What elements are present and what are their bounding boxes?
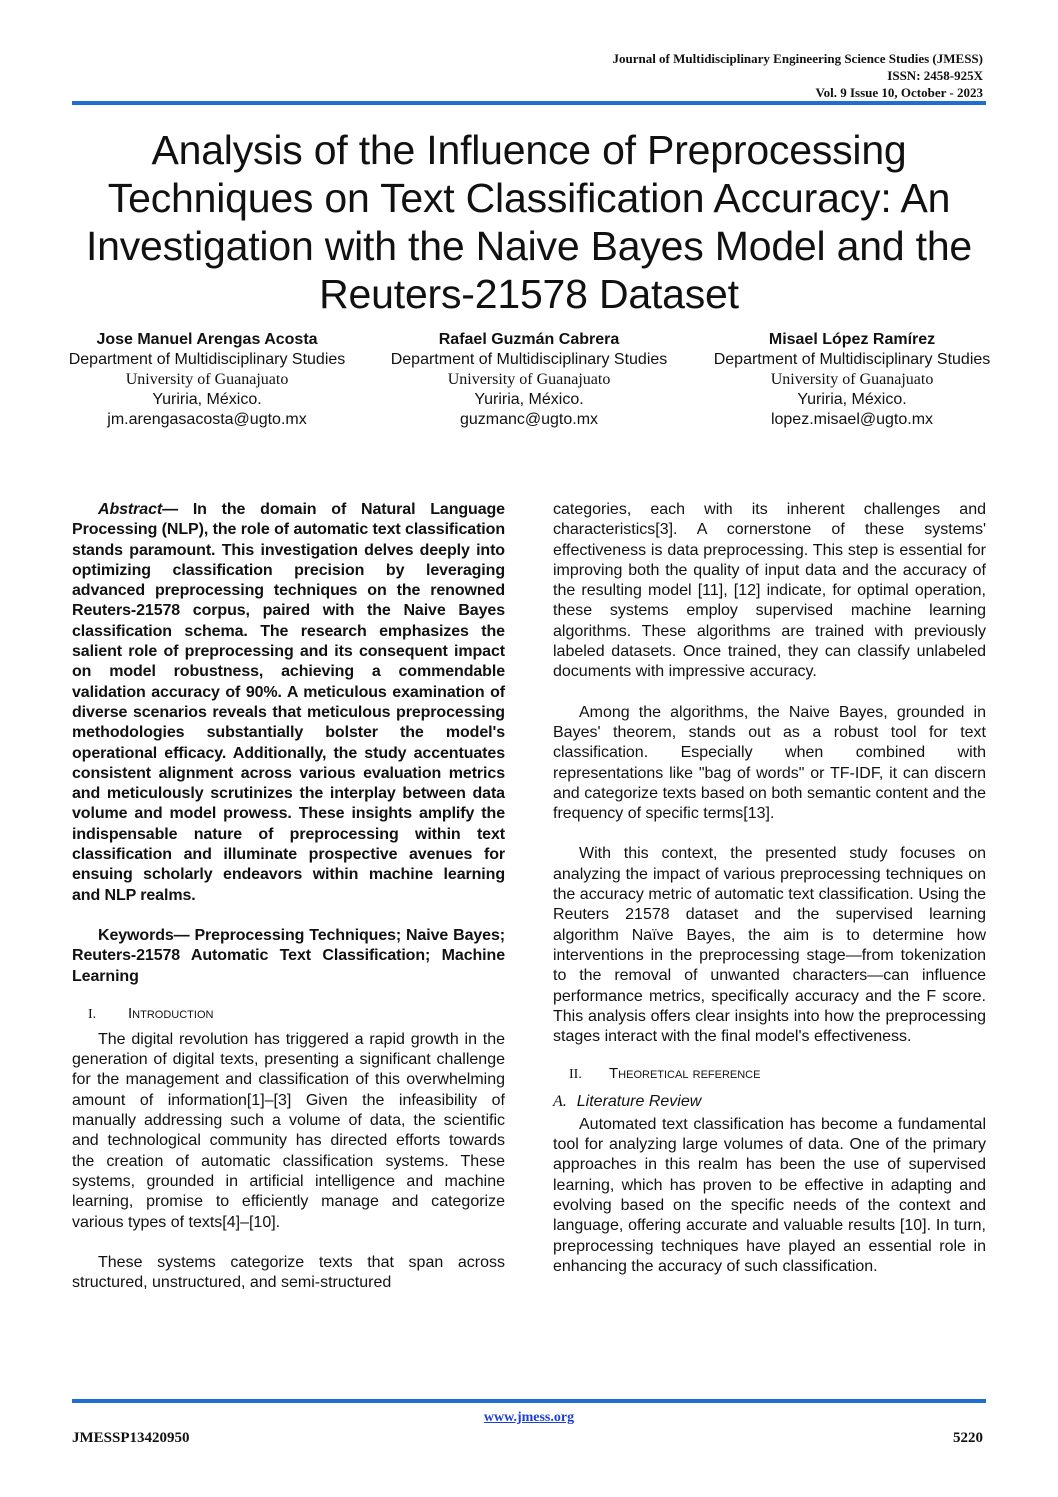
- section-title: Theoretical reference: [609, 1065, 761, 1083]
- author-name: Jose Manuel Arengas Acosta: [96, 331, 318, 348]
- journal-name: Journal of Multidisciplinary Engineering Science Studies (JMESS): [612, 51, 983, 66]
- author-university: University of Guanajuato: [125, 371, 289, 388]
- journal-website-link[interactable]: www.jmess.org: [483, 1410, 575, 1425]
- journal-issn: ISSN: 2458-925X: [887, 68, 983, 83]
- section-title: Introduction: [128, 1004, 214, 1022]
- section-number: II.: [569, 1067, 582, 1083]
- page-number: 5220: [953, 1430, 983, 1446]
- section-heading-introduction: [72, 1005, 505, 1024]
- subsection-heading-literature-review: [553, 1092, 986, 1112]
- abstract: [72, 500, 505, 906]
- author-block-2: [369, 330, 689, 430]
- subsection-number: A.: [553, 1093, 567, 1111]
- author-department: Department of Multidisciplinary Studies: [68, 351, 346, 368]
- header-rule: [72, 101, 986, 105]
- author-university: University of Guanajuato: [447, 371, 611, 388]
- author-city: Yuriria, México.: [474, 391, 584, 408]
- author-city: Yuriria, México.: [797, 391, 907, 408]
- intro-paragraph-4: With this context, the presented study focuses on analyzing the impact of various preprocessing techniques on the accuracy metric of automatic text classification. Using the Reuters 21578 dataset and the supervised learning algorithm Naïve Bayes, the aim is to determine how interventions in the preprocessing stage—from tokenization to the removal of unwanted characters—can influence performance metrics, specifically accuracy and the F score. This analysis offers clear insights into how the preprocessing stages interact with the final model's effectiveness.: [553, 845, 986, 1046]
- author-email[interactable]: jm.arengasacosta@ugto.mx: [107, 411, 307, 428]
- footer-rule: [72, 1399, 986, 1403]
- author-block-3: [692, 330, 1012, 430]
- author-name: Rafael Guzmán Cabrera: [438, 331, 620, 348]
- author-email[interactable]: lopez.misael@ugto.mx: [770, 411, 934, 428]
- paper-title: Analysis of the Influence of Preprocessing Techniques on Text Classification Accuracy: An Investigation with the Naive Bayes Model and the Reuters-21578 Dataset: [85, 127, 973, 317]
- right-column: [553, 500, 986, 1277]
- left-column: [72, 500, 505, 1293]
- author-university: University of Guanajuato: [770, 371, 934, 388]
- author-city: Yuriria, México.: [152, 391, 262, 408]
- author-name: Misael López Ramírez: [768, 331, 936, 348]
- journal-volume: Vol. 9 Issue 10, October - 2023: [815, 85, 983, 100]
- journal-header: [612, 50, 983, 101]
- intro-paragraph-2-continued: categories, each with its inherent challenges and characteristics[3]. A cornerstone of these systems' effectiveness is data preprocessing. This step is essential for improving both the quality of input data and the accuracy of the resulting model [11], [12] indicate, for optimal operation, these systems employ supervised machine learning algorithms. These algorithms are trained with previously labeled datasets. Once trained, they can classify unlabeled documents with impressive accuracy.: [553, 501, 986, 681]
- section-heading-theoretical-reference: [553, 1065, 986, 1084]
- paper-id: JMESSP13420950: [72, 1430, 190, 1446]
- subsection-title: Literature Review: [576, 1093, 702, 1111]
- abstract-text: In the domain of Natural Language Processing (NLP), the role of automatic text classification stands paramount. This investigation delves deeply into optimizing classification precision by leveraging advanced preprocessing techniques on the renowned Reuters-21578 corpus, paired with the Naive Bayes classification schema. The research emphasizes the salient role of preprocessing and its consequent impact on model robustness, achieving a commendable validation accuracy of 90%. A meticulous examination of diverse scenarios reveals that meticulous preprocessing methodologies substantially bolster the model's operational efficacy. Additionally, the study accentuates consistent alignment across various evaluation metrics and meticulously scrutinizes the interplay between data volume and model prowess. These insights amplify the indispensable nature of preprocessing within text classification and illuminate prospective avenues for ensuing scholarly endeavors within machine learning and NLP realms.: [72, 501, 505, 904]
- intro-paragraph-3: Among the algorithms, the Naive Bayes, grounded in Bayes' theorem, stands out as a robust tool for text classification. Especially when combined with representations like "bag of words" or TF-IDF, it can discern and categorize texts based on both semantic content and the frequency of specific terms[13].: [553, 703, 986, 823]
- literature-paragraph-1: Automated text classification has become a fundamental tool for analyzing large volumes of data. One of the primary approaches in this realm has been the use of supervised learning, which has proven to be effective in adapting and evolving based on the specific needs of the context and language, offering accurate and valuable results [10]. In turn, preprocessing techniques have played an essential role in enhancing the accuracy of such classification.: [553, 1115, 986, 1275]
- author-email[interactable]: guzmanc@ugto.mx: [459, 411, 599, 428]
- keywords: Keywords— Preprocessing Techniques; Naive Bayes; Reuters-21578 Automatic Text Classification; Machine Learning: [72, 926, 505, 985]
- intro-paragraph-2-start: These systems categorize texts that span across structured, unstructured, and semi-structured: [72, 1253, 505, 1292]
- author-department: Department of Multidisciplinary Studies: [713, 351, 991, 368]
- section-number: I.: [88, 1006, 97, 1022]
- author-block-1: [47, 330, 367, 430]
- abstract-label: Abstract—: [98, 501, 179, 518]
- author-department: Department of Multidisciplinary Studies: [390, 351, 668, 368]
- intro-paragraph-1: The digital revolution has triggered a rapid growth in the generation of digital texts, presenting a significant challenge for the management and classification of this overwhelming amount of information[1]–[3] Given the infeasibility of manually addressing such a volume of data, the scientific and technological community has directed efforts towards the creation of automatic classification systems. These systems, grounded in artificial intelligence and machine learning, promise to efficiently manage and categorize various types of texts[4]–[10].: [72, 1030, 505, 1231]
